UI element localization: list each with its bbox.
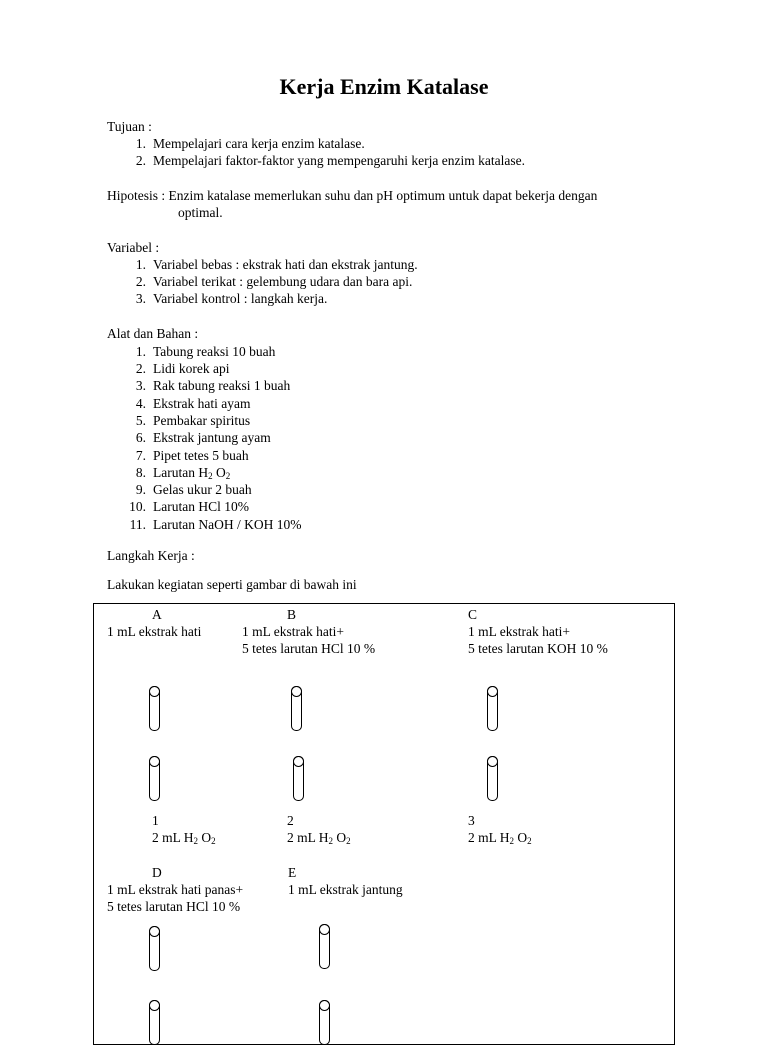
list-item: 3. Variabel kontrol : langkah kerja.: [135, 291, 328, 306]
group-c-line1: 1 mL ekstrak hati+: [468, 624, 570, 639]
langkah-label: Langkah Kerja :: [107, 548, 195, 563]
alat-label: Alat dan Bahan :: [107, 326, 199, 341]
group-e-line1: 1 mL ekstrak jantung: [288, 882, 403, 897]
tube-number: 1: [152, 813, 159, 828]
experiment-figure: [93, 603, 675, 1045]
page-title: Kerja Enzim Katalase: [279, 74, 489, 99]
tujuan-label: Tujuan :: [107, 119, 152, 134]
hipotesis-line: Hipotesis : Enzim katalase memerlukan suhu dan pH optimum untuk dapat bekerja dengan: [107, 188, 598, 203]
list-item: 1. Variabel bebas : ekstrak hati dan ekstrak jantung.: [135, 257, 418, 272]
test-tube: [149, 926, 160, 971]
group-b-line2: 5 tetes larutan HCl 10 %: [242, 641, 376, 656]
list-item: 4. Ekstrak hati ayam: [135, 396, 251, 411]
group-c-line2: 5 tetes larutan KOH 10 %: [468, 641, 608, 656]
tube-number: 3: [468, 813, 475, 828]
list-item: 11. Larutan NaOH / KOH 10%: [129, 517, 302, 532]
list-item: 2. Lidi korek api: [135, 361, 230, 376]
test-tube: [149, 1000, 160, 1045]
langkah-instruction: Lakukan kegiatan seperti gambar di bawah ini: [107, 577, 357, 592]
list-item: 1. Mempelajari cara kerja enzim katalase.: [135, 136, 365, 151]
list-item: 10. Larutan HCl 10%: [129, 499, 249, 514]
list-item: 2. Mempelajari faktor-faktor yang mempengaruhi kerja enzim katalase.: [135, 153, 525, 168]
test-tube: [291, 686, 302, 731]
hipotesis-line: optimal.: [178, 205, 223, 220]
group-d-letter: D: [152, 865, 162, 880]
list-item: 3. Rak tabung reaksi 1 buah: [135, 378, 291, 393]
list-item: 9. Gelas ukur 2 buah: [135, 482, 252, 497]
group-c-letter: C: [468, 607, 478, 622]
group-b-letter: B: [287, 607, 297, 622]
tube-content: 2 mL $H_2$ $O_2$: [287, 830, 351, 846]
list-item: 8. Larutan $H_2$ $O_2$: [135, 465, 231, 481]
list-item: 2. Variabel terikat : gelembung udara dan bara api.: [135, 274, 413, 289]
group-d-line1: 1 mL ekstrak hati panas+: [107, 882, 244, 897]
test-tube: [149, 756, 160, 801]
list-item: 6. Ekstrak jantung ayam: [135, 430, 271, 445]
group-a-line1: 1 mL ekstrak hati: [107, 624, 202, 639]
tube-content: 2 mL $H_2$ $O_2$: [152, 830, 216, 846]
group-a-letter: A: [152, 607, 162, 622]
test-tube: [149, 686, 160, 731]
test-tube: [293, 756, 304, 801]
variabel-label: Variabel :: [107, 240, 160, 255]
test-tube: [487, 756, 498, 801]
list-item: 1. Tabung reaksi 10 buah: [135, 344, 276, 359]
tube-content: 2 mL $H_2$ $O_2$: [468, 830, 532, 846]
list-item: 7. Pipet tetes 5 buah: [135, 448, 249, 463]
group-d-line2: 5 tetes larutan HCl 10 %: [107, 899, 241, 914]
test-tube: [319, 924, 330, 969]
test-tube: [319, 1000, 330, 1045]
test-tube: [487, 686, 498, 731]
group-b-line1: 1 mL ekstrak hati+: [242, 624, 344, 639]
list-item: 5. Pembakar spiritus: [135, 413, 251, 428]
group-e-letter: E: [288, 865, 297, 880]
tube-number: 2: [287, 813, 294, 828]
